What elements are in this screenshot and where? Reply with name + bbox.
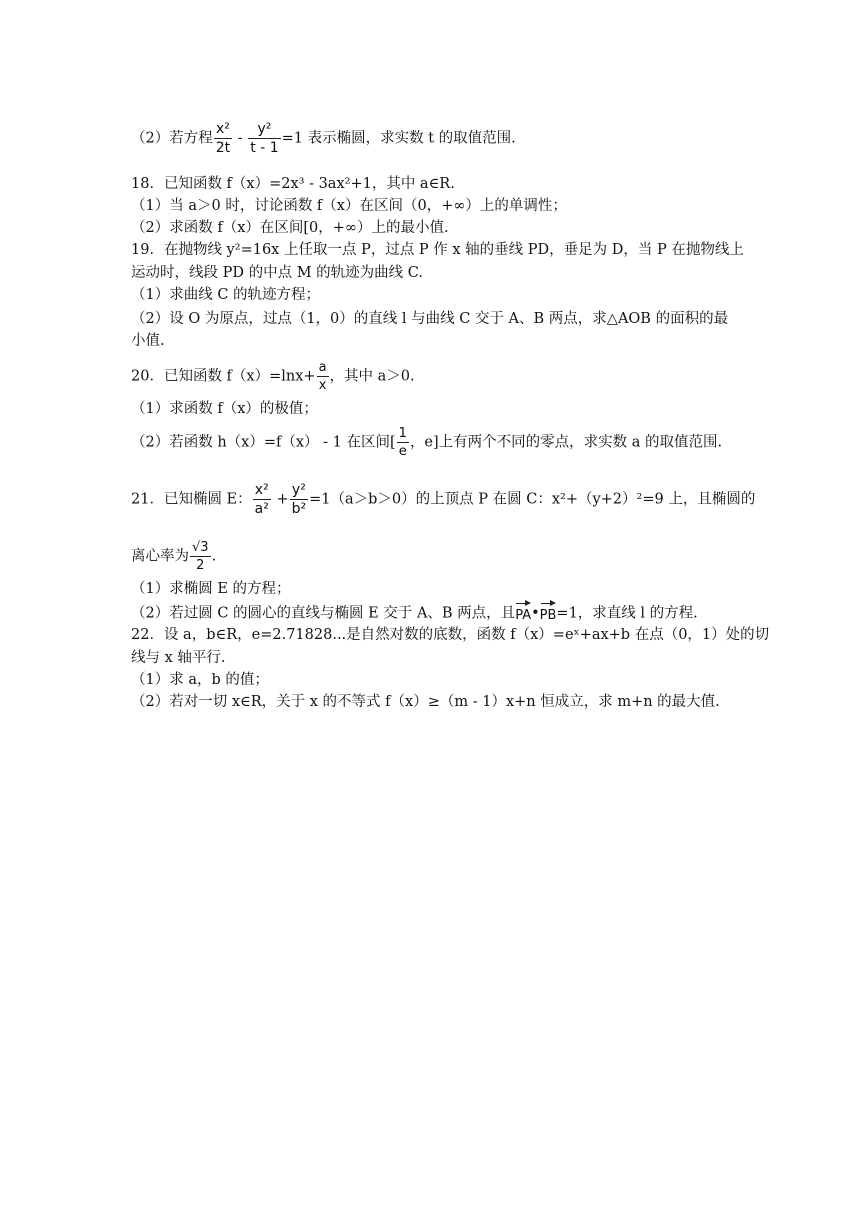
- q22-part1: （1）求 a，b 的值；: [131, 672, 269, 688]
- q17-part2-line: （2）若方程 $\frac{\text{x²}}{2t}$ - $\frac{\text{y²}}{t - 1}$ =1 表示椭圆，求实数 t 的取值范围.: [131, 121, 516, 156]
- q22-stem: 22．设 a，b∈R，e=2.71828...是自然对数的底数，函数 f（x）=eˣ+ax+b 在点（0，1）处的切: [131, 627, 770, 643]
- q19-part1: （1）求曲线 C 的轨迹方程；: [131, 287, 321, 303]
- q17-part2-prefix: （2）若方程: [131, 130, 213, 147]
- q22-part2: （2）若对一切 x∈R，关于 x 的不等式 f（x）≥（m - 1）x+n 恒成立，求 m+n 的最大值.: [131, 694, 720, 710]
- q20-part1: （1）求函数 f（x）的极值；: [131, 401, 318, 417]
- q18-part2: （2）求函数 f（x）在区间[0，+∞）上的最小值.: [131, 220, 449, 236]
- vector-pb: PB: [540, 602, 557, 625]
- fraction-x2-over-a2: $\frac{\text{x²}}{\text{a²}}$: [254, 482, 269, 517]
- q17-part2-suffix: =1 表示椭圆，求实数 t 的取值范围.: [281, 130, 516, 147]
- q18-stem: 18．已知函数 f（x）=2x³ - 3ax²+1，其中 a∈R.: [131, 176, 455, 192]
- q21-stem: 21．已知椭圆 E： $\frac{\text{x²}}{\text{a²}}$ + $\frac{\text{y²}}{\text{b²}}$ =1（a＞b＞0）的上顶点 P 在圆 C：x²+（y+2）²=9 上，且椭圆的: [131, 482, 756, 517]
- fraction-1-over-e: $\frac{1}{e}$: [398, 426, 407, 459]
- q18-part1: （1）当 a＞0 时，讨论函数 f（x）在区间（0，+∞）上的单调性；: [131, 198, 567, 214]
- fraction-y2-over-t-1: $\frac{\text{y²}}{t - 1}$: [250, 121, 279, 156]
- fraction-sqrt3-over-2: $\frac{√3}{2}$: [192, 540, 209, 573]
- q19-part2: （2）设 O 为原点，过点（1，0）的直线 l 与曲线 C 交于 A、B 两点，求△AOB 的面积的最: [131, 311, 729, 327]
- fraction-a-over-x: $\frac{a}{x}$: [318, 360, 327, 393]
- q21-stem-continued: 离心率为 $\frac{√3}{2}$ .: [131, 540, 217, 573]
- q20-part2: （2）若函数 h（x）=f（x） - 1 在区间[ $\frac{1}{e}$ ，e]上有两个不同的零点，求实数 a 的取值范围.: [131, 426, 723, 459]
- vector-pa: PA: [515, 602, 531, 625]
- fraction-y2-over-b2: $\frac{\text{y²}}{\text{b²}}$: [291, 482, 307, 517]
- q22-stem-continued: 线与 x 轴平行.: [131, 650, 226, 666]
- q21-part1: （1）求椭圆 E 的方程；: [131, 581, 291, 597]
- q21-part2: （2）若过圆 C 的圆心的直线与椭圆 E 交于 A、B 两点，且PA•PB=1，求直线 l 的方程.: [131, 602, 698, 625]
- q19-stem-continued: 运动时，线段 PD 的中点 M 的轨迹为曲线 C.: [131, 265, 423, 281]
- q19-part2-continued: 小值.: [131, 333, 165, 349]
- q19-stem: 19．在抛物线 y²=16x 上任取一点 P，过点 P 作 x 轴的垂线 PD，垂足为 D，当 P 在抛物线上: [131, 242, 744, 258]
- q20-stem: 20．已知函数 f（x）=lnx+ $\frac{a}{x}$ ，其中 a＞0.: [131, 360, 415, 393]
- fraction-x2-over-2t: $\frac{\text{x²}}{2t}$: [215, 121, 231, 156]
